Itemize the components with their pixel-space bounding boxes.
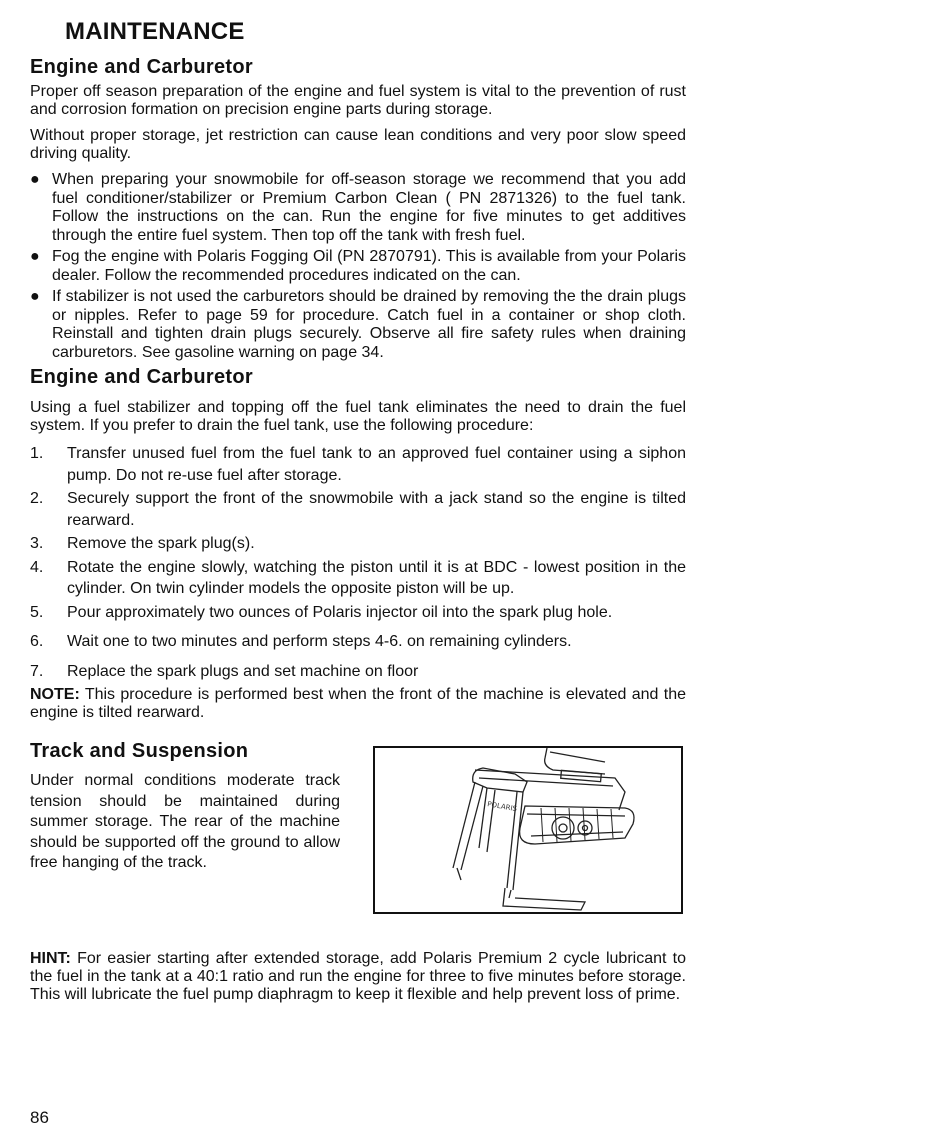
track-paragraph: Under normal conditions moderate track tension should be maintained during summer storage. The rear of the machine should be supported off the ground to allow free hanging of the track. bbox=[30, 772, 340, 871]
drain-procedure-steps bbox=[30, 443, 686, 682]
bullet-item: ● Fog the engine with Polaris Fogging Oil (PN 2870791). This is available from your Polaris dealer. Follow the recommended procedures indicated on the can. bbox=[30, 248, 686, 284]
bullet-item: ● If stabilizer is not used the carburetors should be drained by removing the the drain plugs or nipples. Refer to page 59 for procedure. Catch fuel in a container or shop cloth. Reinstall and tighten drain plugs securely. Observe all fire safety rules when draining carburetors. See gasoline warning on page 34. bbox=[30, 288, 686, 361]
step-item: 2. Securely support the front of the snowmobile with a jack stand so the engine is tilted rearward. bbox=[30, 490, 686, 529]
section-title: MAINTENANCE bbox=[65, 18, 245, 45]
note-text: This procedure is performed best when the front of the machine is elevated and the engine is tilted rearward. bbox=[30, 686, 686, 721]
bullet-dot-icon: ● bbox=[30, 288, 40, 305]
engine-heading-1: Engine and Carburetor bbox=[30, 56, 253, 78]
page-number: 86 bbox=[30, 1108, 49, 1127]
hint-text: For easier starting after extended storage, add Polaris Premium 2 cycle lubricant to the fuel in the tank at a 40:1 ratio and run the engine for three to five minutes before storage. This will lubricate the fuel pump diaphragm to keep it flexible and help prevent loss of prime. bbox=[30, 950, 686, 1003]
step-item: 3. Remove the spark plug(s). bbox=[30, 535, 255, 552]
step-item: 4. Rotate the engine slowly, watching the piston until it is at BDC - lowest position in the cylinder. On twin cylinder models the opposite piston will be up. bbox=[30, 558, 686, 597]
svg-text:POLARIS: POLARIS bbox=[486, 800, 518, 814]
manual-page bbox=[30, 18, 686, 1012]
step-item: 5. Pour approximately two ounces of Polaris injector oil into the spark plug hole. bbox=[30, 603, 613, 621]
track-section bbox=[30, 740, 686, 928]
snowmobile-jack-stand-illustration bbox=[373, 746, 683, 914]
engine-heading-2: Engine and Carburetor bbox=[30, 366, 253, 388]
storage-bullet-list bbox=[30, 171, 686, 362]
step-item: 6. Wait one to two minutes and perform steps 4-6. on remaining cylinders. bbox=[30, 633, 572, 650]
snowmobile-on-stand-icon bbox=[375, 748, 681, 912]
bullet-dot-icon: ● bbox=[30, 248, 40, 265]
note-label: NOTE: bbox=[30, 686, 80, 703]
engine-intro-paragraph: Using a fuel stabilizer and topping off the fuel tank eliminates the need to drain the fuel system. If you prefer to drain the fuel tank, use the following procedure: bbox=[30, 399, 686, 434]
track-heading: Track and Suspension bbox=[30, 740, 249, 762]
bullet-dot-icon: ● bbox=[30, 171, 40, 188]
step-item: 7. Replace the spark plugs and set machine on floor bbox=[30, 662, 419, 680]
engine-paragraph-1: Proper off season preparation of the engine and fuel system is vital to the prevention of rust and corrosion formation on precision engine parts during storage. bbox=[30, 83, 686, 118]
bullet-item: ● When preparing your snowmobile for off-season storage we recommend that you add fuel conditioner/stabilizer or Premium Carbon Clean ( PN 2871326) to the fuel tank. Follow the instructions on the can. Run the engine for five minutes to get additives through the entire fuel system. Then top off the tank with fresh fuel. bbox=[30, 171, 686, 244]
engine-paragraph-2: Without proper storage, jet restriction can cause lean conditions and very poor slow speed driving quality. bbox=[30, 127, 686, 162]
hint-paragraph bbox=[30, 950, 686, 1004]
track-text-column bbox=[30, 740, 340, 882]
step-item: 1. Transfer unused fuel from the fuel tank to an approved fuel container using a siphon pump. Do not re-use fuel after storage. bbox=[30, 445, 686, 484]
hint-label: HINT: bbox=[30, 950, 71, 967]
note-paragraph bbox=[30, 686, 686, 722]
